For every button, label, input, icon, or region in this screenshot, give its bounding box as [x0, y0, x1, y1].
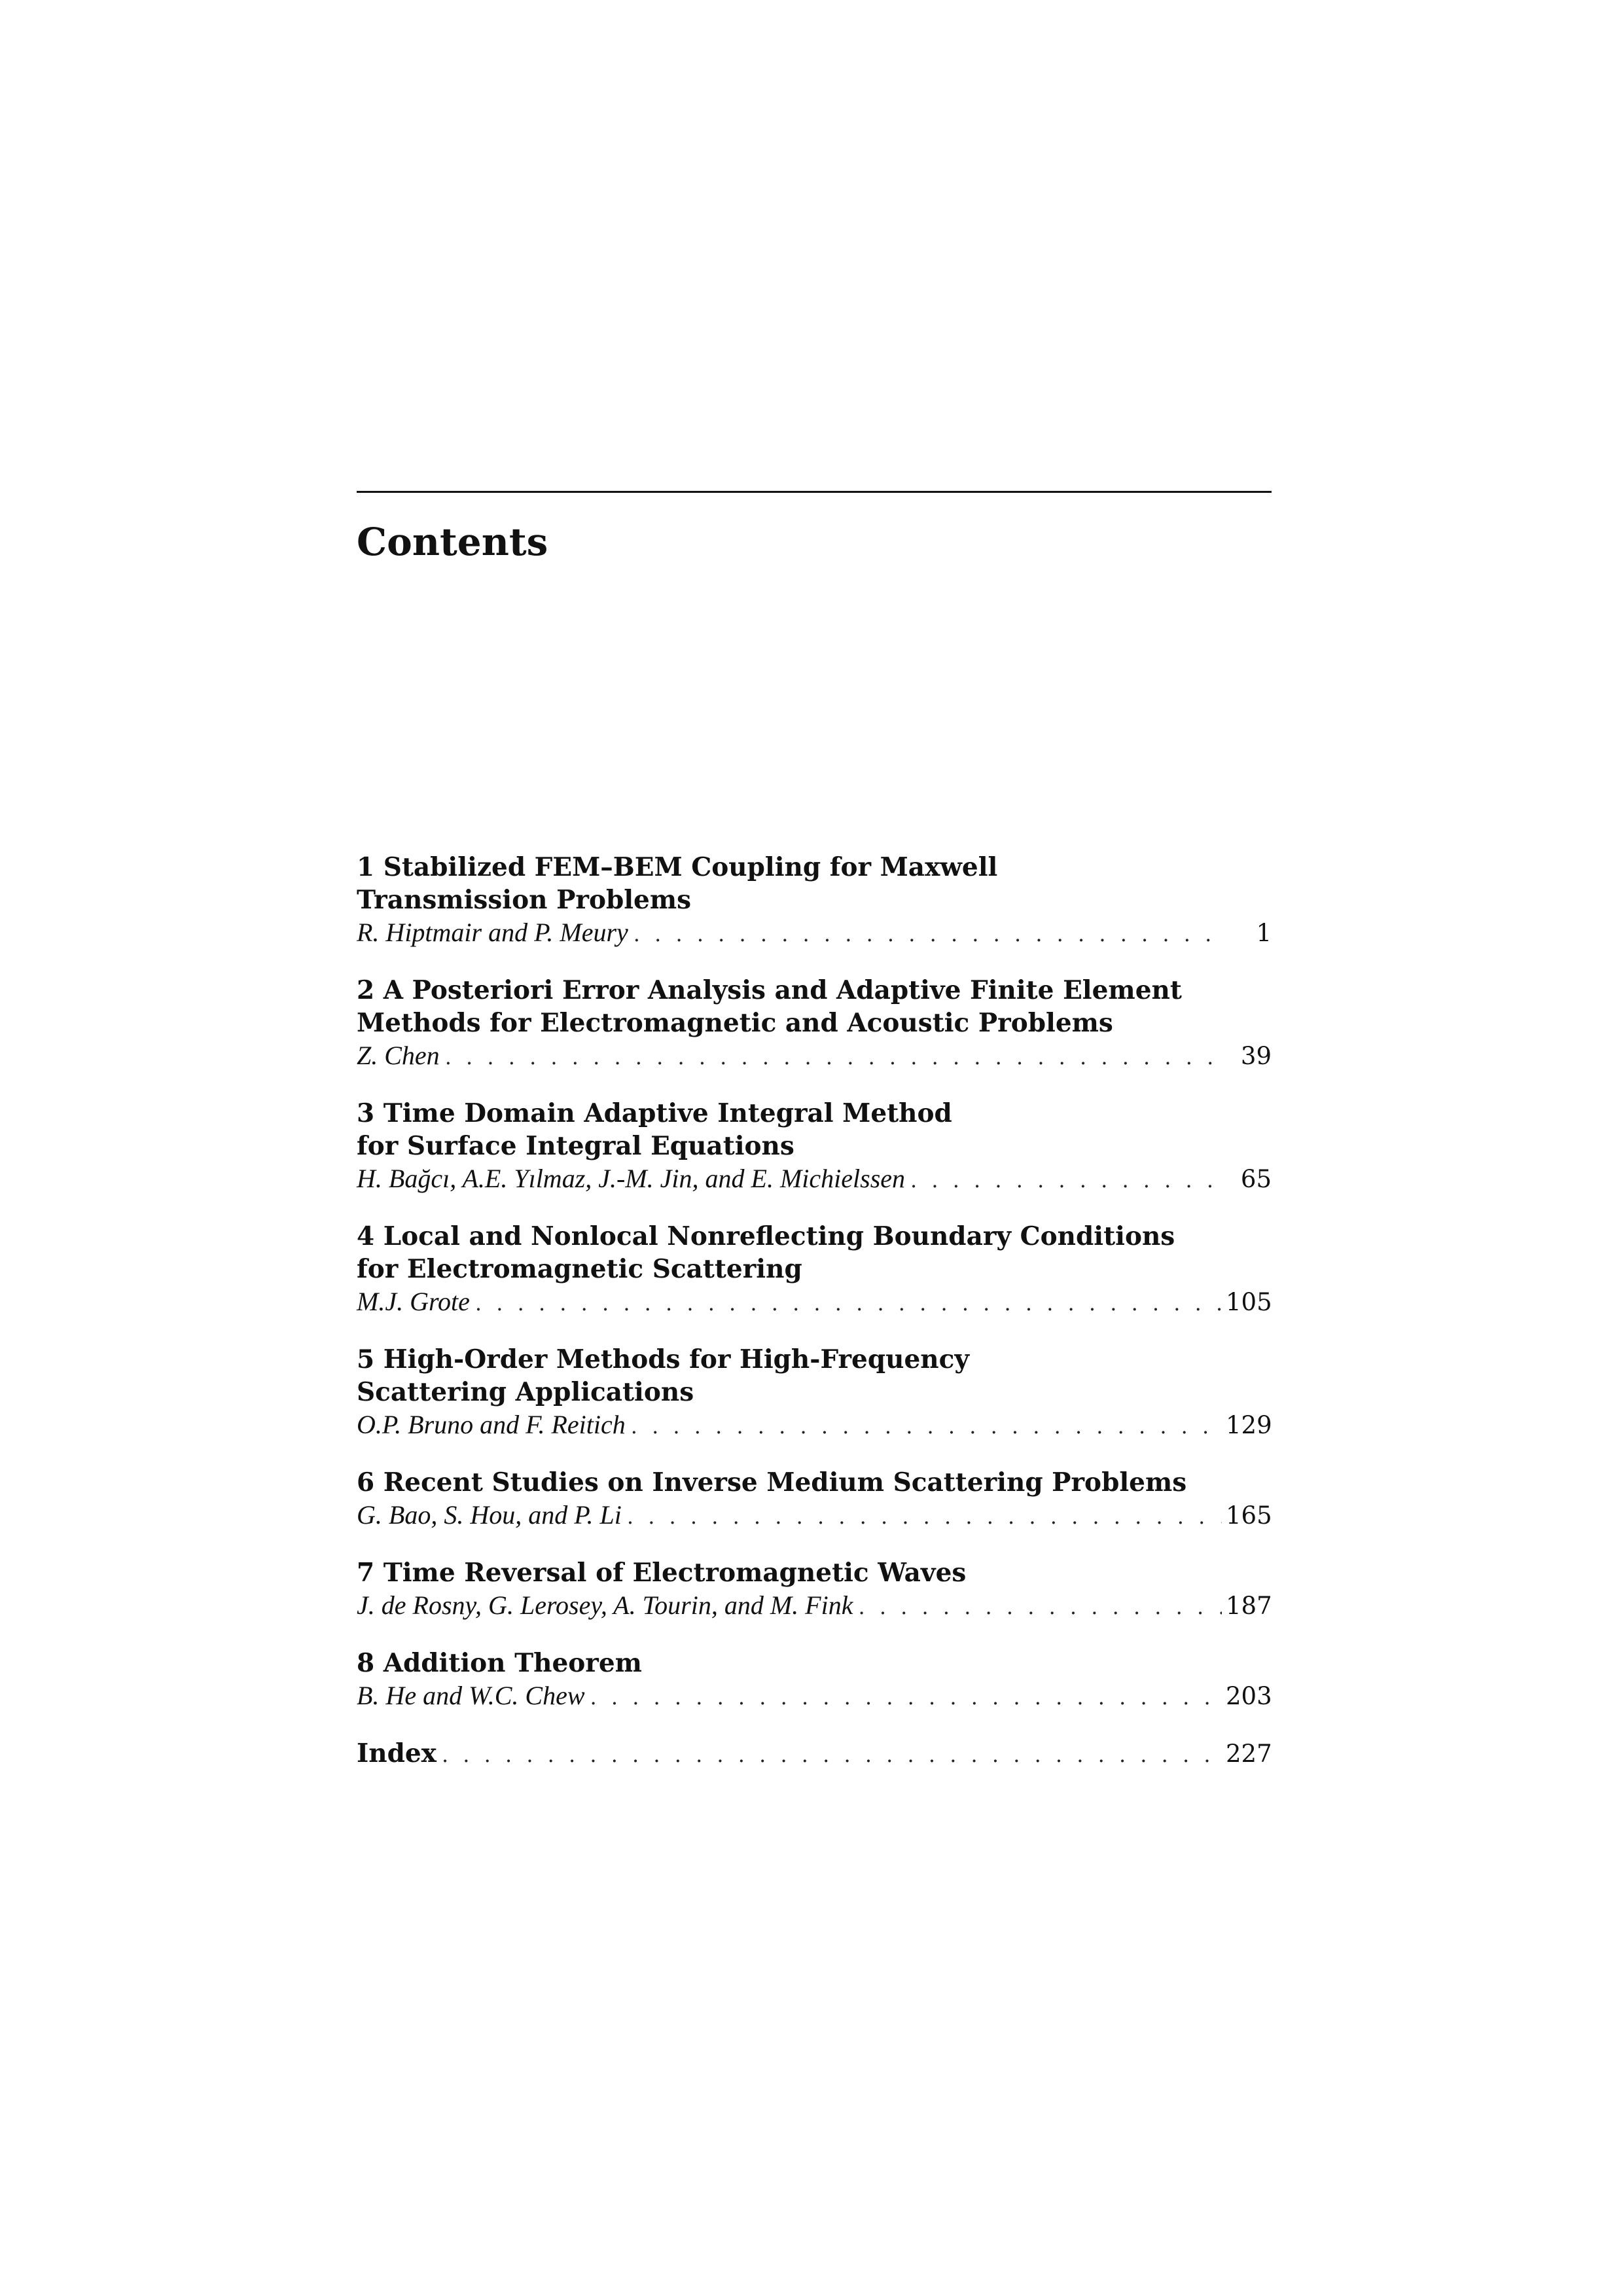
page-number: 165	[1226, 1501, 1272, 1530]
dot-leader	[445, 1041, 1222, 1073]
dot-leader	[858, 1590, 1222, 1623]
chapter-authors: O.P. Bruno and F. Reitich	[357, 1410, 626, 1439]
toc-entry-1[interactable]	[357, 851, 1272, 950]
author-row	[357, 1499, 1272, 1533]
chapter-authors: R. Hiptmair and P. Meury	[357, 918, 628, 947]
top-rule	[357, 491, 1272, 493]
toc-entry-7[interactable]	[357, 1556, 1272, 1623]
dot-leader	[633, 918, 1222, 950]
toc-entry-6[interactable]	[357, 1466, 1272, 1533]
page-number: 1	[1256, 919, 1272, 947]
toc-entry-5[interactable]	[357, 1343, 1272, 1443]
contents-heading: Contents	[357, 520, 548, 564]
chapter-authors: Z. Chen	[357, 1041, 440, 1070]
toc-entry-8[interactable]	[357, 1647, 1272, 1713]
page-number: 187	[1226, 1592, 1272, 1620]
chapter-title-line: Scattering Applications	[357, 1377, 694, 1407]
author-row	[357, 1285, 1272, 1319]
author-row	[357, 1679, 1272, 1713]
chapter-authors: H. Bağcı, A.E. Yılmaz, J.-M. Jin, and E. Michielssen	[357, 1164, 906, 1193]
chapter-authors: B. He and W.C. Chew	[357, 1681, 585, 1710]
dot-leader	[590, 1681, 1222, 1713]
page-number: 203	[1226, 1682, 1272, 1710]
chapter-title-line: 7 Time Reversal of Electromagnetic Waves	[357, 1558, 967, 1588]
dot-leader	[627, 1500, 1222, 1533]
dot-leader	[910, 1164, 1222, 1196]
dot-leader	[475, 1287, 1222, 1319]
chapter-title-line: 4 Local and Nonlocal Nonreflecting Boundary Conditions	[357, 1221, 1175, 1251]
dot-leader	[442, 1738, 1222, 1771]
chapter-title-line: for Surface Integral Equations	[357, 1131, 794, 1161]
chapter-title-line: 1 Stabilized FEM–BEM Coupling for Maxwell	[357, 852, 998, 882]
page-number: 65	[1240, 1165, 1272, 1193]
toc-entry-index[interactable]	[357, 1737, 1272, 1771]
chapter-title-line: 6 Recent Studies on Inverse Medium Scattering Problems	[357, 1467, 1187, 1498]
chapter-authors: J. de Rosny, G. Lerosey, A. Tourin, and M. Fink	[357, 1590, 853, 1620]
author-row	[357, 1408, 1272, 1443]
chapter-authors: G. Bao, S. Hou, and P. Li	[357, 1500, 622, 1530]
table-of-contents	[357, 851, 1272, 1771]
author-row	[357, 1039, 1272, 1073]
toc-entry-4[interactable]	[357, 1220, 1272, 1319]
toc-entry-2[interactable]	[357, 974, 1272, 1073]
chapter-title-line: Methods for Electromagnetic and Acoustic Problems	[357, 1008, 1113, 1038]
toc-entry-3[interactable]	[357, 1097, 1272, 1196]
chapter-title-line: Transmission Problems	[357, 885, 692, 915]
page-number: 39	[1240, 1042, 1272, 1070]
page-number: 227	[1226, 1740, 1272, 1768]
author-row	[357, 1589, 1272, 1623]
dot-leader	[631, 1410, 1222, 1443]
author-row	[357, 1162, 1272, 1196]
chapter-title-line: 5 High-Order Methods for High-Frequency	[357, 1344, 970, 1374]
chapter-title-line: for Electromagnetic Scattering	[357, 1254, 802, 1284]
page-number: 105	[1226, 1288, 1272, 1316]
chapter-title-line: 2 A Posteriori Error Analysis and Adaptive Finite Element	[357, 975, 1182, 1005]
chapter-title-line: 3 Time Domain Adaptive Integral Method	[357, 1098, 952, 1128]
chapter-authors: M.J. Grote	[357, 1287, 470, 1316]
chapter-title-line: 8 Addition Theorem	[357, 1648, 642, 1678]
author-row	[357, 916, 1272, 950]
page-number: 129	[1226, 1411, 1272, 1439]
index-label: Index	[357, 1738, 437, 1768]
